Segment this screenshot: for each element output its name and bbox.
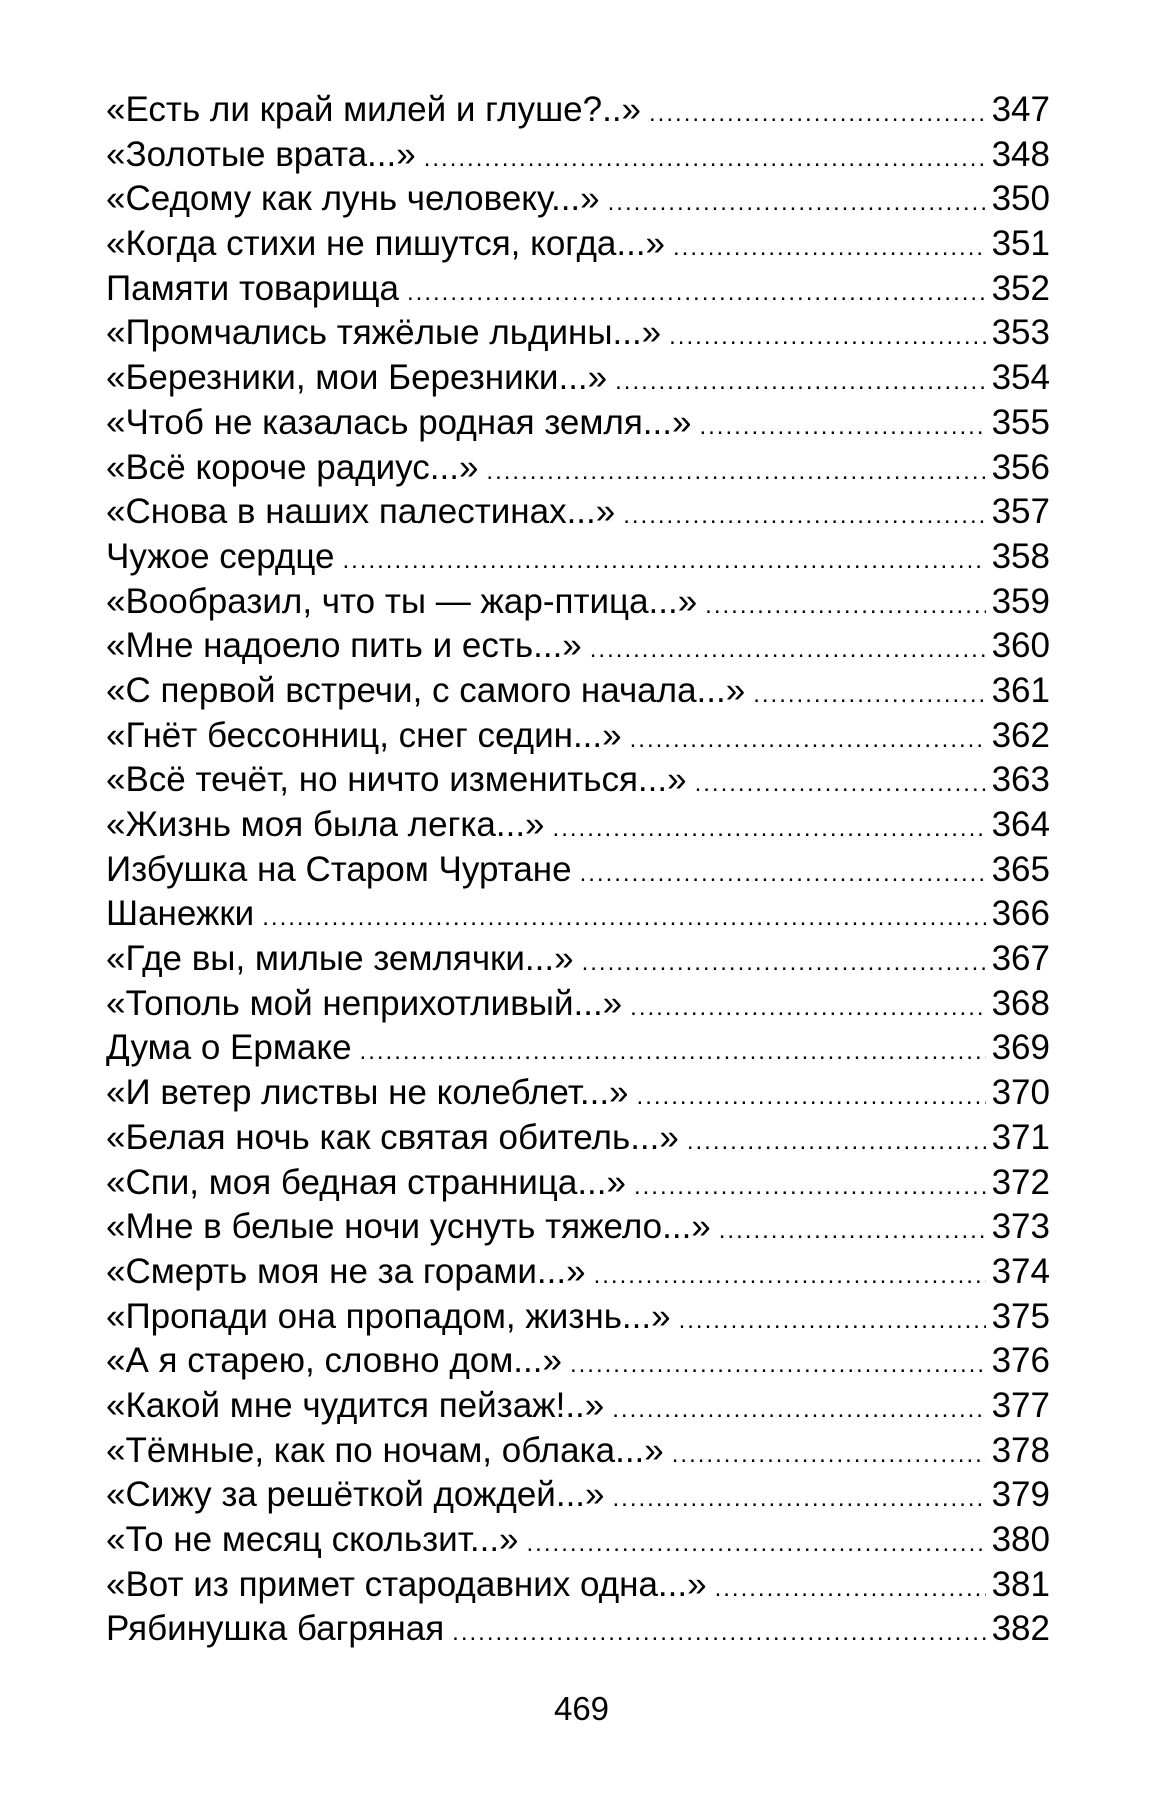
toc-entry-title: «Всё короче радиус...»: [106, 447, 479, 487]
dot-leader: [452, 1611, 985, 1656]
toc-entry: [106, 1563, 1050, 1608]
dot-leader: [612, 1388, 985, 1433]
page-number: 469: [553, 1690, 610, 1727]
toc-entry-page-number: 363: [991, 760, 1050, 800]
toc-entry-title: «Снова в наших палестинах...»: [106, 492, 616, 532]
toc-entry-title: «Сижу за решёткой дождей...»: [106, 1475, 605, 1515]
toc-entry-page-number: 374: [991, 1251, 1050, 1291]
toc-entry: [106, 311, 1050, 356]
toc-entry-title: «Жизнь моя была легка...»: [106, 805, 545, 844]
toc-entry: [106, 1607, 1050, 1652]
dot-leader: [407, 271, 986, 316]
toc-entry: [106, 1250, 1050, 1295]
toc-entry-title: Рябинушка багряная: [106, 1609, 445, 1649]
toc-entry-page-number: 370: [991, 1073, 1050, 1113]
toc-entry: [106, 133, 1050, 178]
toc-entry-title: «Есть ли край милей и глуше?..»: [106, 90, 642, 129]
toc-entry: [106, 580, 1050, 625]
toc-entry: [106, 1205, 1050, 1250]
toc-entry: [106, 758, 1050, 803]
dot-leader: [637, 1075, 986, 1120]
dot-leader: [649, 92, 986, 137]
toc-entry-title: «А я старею, словно дом...»: [106, 1341, 562, 1381]
toc-entry-page-number: 360: [991, 626, 1050, 666]
toc-entry-title: «Чтоб не казалась родная земля...»: [106, 402, 692, 442]
toc-entry: [106, 535, 1050, 580]
toc-entry-title: «Тёмные, как по ночам, облака...»: [106, 1430, 664, 1470]
toc-entry-page-number: 350: [991, 179, 1050, 219]
toc-entry-page-number: 351: [991, 224, 1050, 264]
toc-entry: [106, 1116, 1050, 1161]
toc-entry-page-number: 368: [991, 983, 1050, 1023]
toc-entry: [106, 892, 1050, 937]
toc-entry-page-number: 348: [991, 134, 1050, 174]
toc-entry: [106, 848, 1050, 893]
dot-leader: [590, 628, 986, 673]
table-of-contents: [106, 88, 1050, 1652]
toc-entry: [106, 446, 1050, 491]
toc-entry: [106, 1026, 1050, 1071]
toc-entry-title: «Золотые врата...»: [106, 134, 416, 174]
toc-entry-page-number: 362: [991, 715, 1050, 755]
toc-entry-page-number: 381: [991, 1564, 1050, 1604]
dot-leader: [262, 896, 985, 941]
dot-leader: [634, 1165, 986, 1210]
toc-entry-title: Чужое сердце: [106, 536, 335, 576]
toc-entry-page-number: 366: [991, 894, 1050, 934]
toc-entry-page-number: 375: [991, 1296, 1050, 1336]
toc-entry: [106, 714, 1050, 759]
dot-leader: [687, 1120, 986, 1165]
toc-entry-page-number: 378: [991, 1430, 1050, 1470]
toc-entry-title: Памяти товарища: [106, 268, 399, 308]
toc-entry-title: Шанежки: [106, 894, 255, 934]
toc-entry-page-number: 355: [991, 402, 1050, 442]
toc-entry: [106, 982, 1050, 1027]
toc-entry-page-number: 358: [991, 536, 1050, 576]
toc-entry: [106, 1161, 1050, 1206]
toc-entry-title: «Березники, мои Березники...»: [106, 358, 608, 398]
toc-entry-page-number: 369: [991, 1028, 1050, 1068]
toc-entry: [106, 88, 1050, 133]
dot-leader: [715, 1567, 986, 1612]
dot-leader: [608, 181, 986, 226]
dot-leader: [570, 1343, 986, 1388]
toc-entry-page-number: 356: [991, 447, 1050, 487]
toc-entry-page-number: 373: [991, 1207, 1050, 1247]
toc-entry-title: «И ветер листвы не колеблет...»: [106, 1073, 629, 1113]
dot-leader: [582, 941, 986, 986]
toc-entry-page-number: 380: [991, 1520, 1050, 1559]
toc-entry: [106, 624, 1050, 669]
toc-entry-page-number: 359: [991, 581, 1050, 621]
dot-leader: [673, 226, 986, 271]
dot-leader: [424, 137, 986, 182]
toc-entry-page-number: 354: [991, 358, 1050, 398]
dot-leader: [486, 450, 985, 495]
toc-entry: [106, 1071, 1050, 1116]
toc-entry: [106, 222, 1050, 267]
toc-entry-title: «Промчались тяжёлые льдины...»: [106, 313, 662, 353]
toc-entry-page-number: 361: [991, 670, 1050, 710]
toc-entry-page-number: 357: [991, 492, 1050, 532]
toc-entry-title: «Всё течёт, но ничто измениться...»: [106, 760, 687, 800]
toc-entry-page-number: 377: [991, 1385, 1050, 1425]
toc-entry-page-number: 376: [991, 1341, 1050, 1381]
toc-entry-page-number: 353: [991, 313, 1050, 353]
dot-leader: [699, 405, 985, 450]
toc-entry-title: «Когда стихи не пишутся, когда...»: [106, 224, 666, 264]
toc-entry: [106, 1473, 1050, 1518]
toc-entry: [106, 401, 1050, 446]
dot-leader: [580, 852, 986, 897]
toc-entry: [106, 803, 1050, 848]
toc-entry: [106, 1339, 1050, 1384]
toc-entry-page-number: 372: [991, 1162, 1050, 1202]
toc-entry-title: «Белая ночь как святая обитель...»: [106, 1117, 679, 1157]
toc-entry-title: «Вот из примет стародавних одна...»: [106, 1564, 707, 1604]
toc-entry: [106, 1429, 1050, 1474]
toc-entry-title: «Седому как лунь человеку...»: [106, 179, 600, 219]
dot-leader: [630, 986, 985, 1031]
toc-entry-page-number: 365: [991, 849, 1050, 889]
dot-leader: [705, 584, 985, 629]
toc-entry-page-number: 347: [991, 90, 1050, 129]
toc-entry-page-number: 371: [991, 1117, 1050, 1157]
toc-entry-page-number: 352: [991, 268, 1050, 308]
dot-leader: [679, 1299, 986, 1344]
dot-leader: [753, 673, 985, 718]
toc-entry-title: «Гнёт бессонниц, снег седин...»: [106, 715, 622, 755]
toc-entry-title: Избушка на Старом Чуртане: [106, 849, 572, 889]
toc-entry: [106, 669, 1050, 714]
toc-entry-title: «То не месяц скользит...»: [106, 1520, 519, 1559]
toc-entry-title: «Вообразил, что ты — жар-птица...»: [106, 581, 698, 621]
dot-leader: [623, 494, 985, 539]
toc-entry: [106, 1295, 1050, 1340]
toc-entry-title: «Смерть моя не за горами...»: [106, 1251, 586, 1291]
toc-entry-title: «Где вы, милые землячки...»: [106, 939, 574, 979]
toc-entry: [106, 1518, 1050, 1563]
toc-entry: [106, 937, 1050, 982]
toc-entry-page-number: 379: [991, 1475, 1050, 1515]
toc-entry-page-number: 382: [991, 1609, 1050, 1649]
toc-entry-title: «Пропади она пропадом, жизнь...»: [106, 1296, 671, 1336]
dot-leader: [553, 807, 986, 852]
toc-entry-page-number: 364: [991, 805, 1050, 844]
toc-entry-title: «Мне в белые ночи уснуть тяжело...»: [106, 1207, 711, 1247]
dot-leader: [527, 1522, 986, 1567]
dot-leader: [615, 360, 985, 405]
dot-leader: [672, 1433, 986, 1478]
toc-entry: [106, 1384, 1050, 1429]
dot-leader: [342, 539, 985, 584]
toc-entry-title: «Тополь мой неприхотливый...»: [106, 983, 623, 1023]
dot-leader: [669, 315, 985, 360]
dot-leader: [594, 1254, 986, 1299]
dot-leader: [360, 1030, 986, 1075]
toc-entry-page-number: 367: [991, 939, 1050, 979]
toc-entry: [106, 490, 1050, 535]
dot-leader: [695, 762, 986, 807]
toc-entry-title: «С первой встречи, с самого начала...»: [106, 670, 746, 710]
dot-leader: [613, 1477, 986, 1522]
toc-entry: [106, 356, 1050, 401]
dot-leader: [719, 1209, 986, 1254]
toc-entry-title: Дума о Ермаке: [106, 1028, 352, 1068]
toc-entry-title: «Спи, моя бедная странница...»: [106, 1162, 626, 1202]
toc-entry: [106, 177, 1050, 222]
dot-leader: [630, 718, 986, 763]
toc-entry-title: «Какой мне чудится пейзаж!..»: [106, 1385, 605, 1425]
toc-entry-title: «Мне надоело пить и есть...»: [106, 626, 582, 666]
toc-entry: [106, 267, 1050, 312]
